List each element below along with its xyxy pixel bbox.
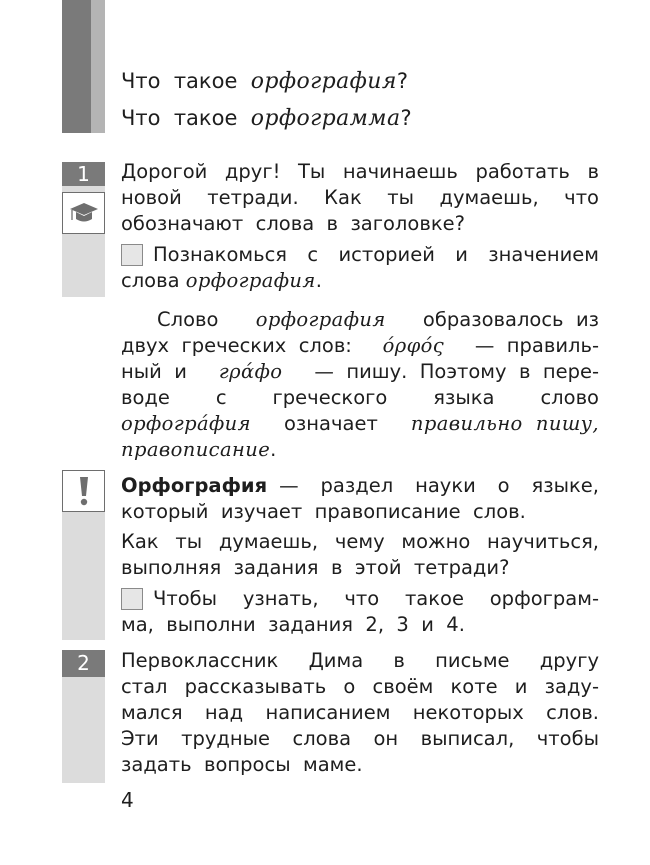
explanation-line-6: правописание.	[121, 438, 277, 461]
task1-line-1: Дорогой друг! Ты начинаешь работать в	[121, 160, 599, 183]
header-question-1: Что такое орфография?	[121, 69, 408, 94]
graduation-cap-icon	[62, 192, 105, 234]
explanation-line-1: Слово орфография образовалось из	[157, 308, 599, 331]
explanation-line-2: двух греческих слов: όρφός — правиль-	[121, 334, 599, 357]
explanation-line-4: воде с греческого языка слово	[121, 386, 599, 409]
page-number: 4	[121, 788, 134, 812]
task1-line-2: новой тетради. Как ты думаешь, что	[121, 186, 599, 209]
task1-checkbox-line: Познакомься с историей и значением	[121, 242, 599, 268]
task2-number-badge: 2	[62, 650, 105, 677]
task2-line-3: мался над написанием некоторых слов.	[121, 701, 599, 724]
term-orthogram: орфограмма	[250, 106, 401, 131]
task2-line-2: стал рассказывать о своём коте и заду-	[121, 675, 599, 698]
term-orthography: орфография	[250, 69, 397, 94]
task1-checkbox[interactable]	[121, 244, 143, 266]
task1-line-3: обозначают слова в заголовке?	[121, 212, 465, 235]
rule-term: Орфография	[121, 474, 268, 497]
header-bar-dark	[62, 0, 91, 133]
task1-number-badge: 1	[62, 162, 105, 186]
exclamation-icon	[62, 470, 105, 512]
rule-last-line: ма, выполни задания 2, 3 и 4.	[121, 613, 465, 636]
explanation-line-5: орфогрáфия означает правильно пишу,	[121, 412, 599, 435]
rule-line-2: который изучает правописание слов.	[121, 500, 526, 523]
header-bar-light	[91, 0, 105, 133]
term-orthography: орфография	[185, 269, 316, 292]
header-question-2: Что такое орфограмма?	[121, 106, 412, 131]
rule-line-1: Орфография — раздел науки о языке,	[121, 474, 599, 497]
explanation-line-3: ный и гράфо — пишу. Поэтому в пере-	[121, 360, 599, 383]
task2-line-4: Эти трудные слова он выписал, чтобы	[121, 727, 599, 750]
task1-last-line: слова орфография.	[121, 269, 322, 292]
rule-question-line-2: выполняя задания в этой тетради?	[121, 556, 510, 579]
task2-line-5: задать вопросы маме.	[121, 753, 363, 776]
rule-question-line-1: Как ты думаешь, чему можно научиться,	[121, 530, 599, 553]
rule-checkbox[interactable]	[121, 588, 143, 610]
rule-checkbox-line: Чтобы узнать, что такое орфограм-	[121, 586, 599, 612]
task2-line-1: Первоклассник Дима в письме другу	[121, 649, 599, 672]
